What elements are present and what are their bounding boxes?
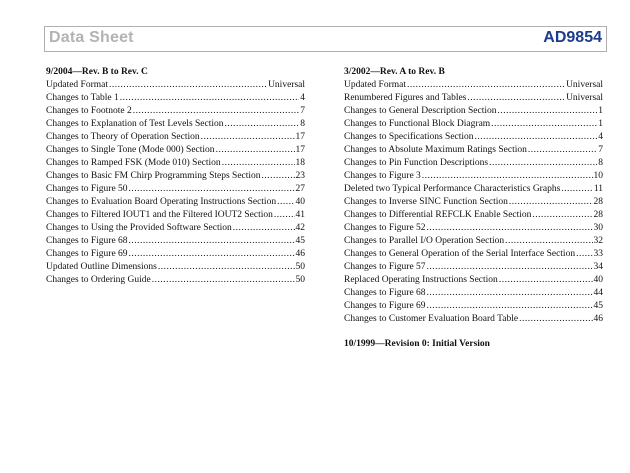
revision-entry <box>344 287 603 300</box>
entry-page: 44 <box>593 288 603 298</box>
entry-label: Changes to Inverse SINC Function Section <box>344 197 508 207</box>
entry-label: Changes to Figure 69 <box>344 301 426 311</box>
dot-leader <box>489 157 597 170</box>
dot-leader <box>561 183 593 196</box>
entry-label: Changes to General Operation of the Serial Interface Section <box>344 249 576 259</box>
entry-page: 18 <box>295 158 305 168</box>
entry-page: 10 <box>593 171 603 181</box>
page-header <box>44 26 607 52</box>
dot-leader <box>427 261 593 274</box>
revision-entry <box>46 261 305 274</box>
entry-page: 8 <box>300 119 305 129</box>
dot-leader <box>201 131 295 144</box>
entry-label: Changes to Figure 52 <box>344 223 426 233</box>
entry-label: Updated Outline Dimensions <box>46 262 157 272</box>
revision-entry <box>46 222 305 235</box>
entry-label: Changes to Specifications Section <box>344 132 474 142</box>
entry-label: Changes to Theory of Operation Section <box>46 132 200 142</box>
entry-label: Changes to Basic FM Chirp Programming Steps Section <box>46 171 261 181</box>
header-section-label: Data Sheet <box>49 29 134 46</box>
revision-entry <box>344 235 603 248</box>
entry-page: 11 <box>593 184 603 194</box>
revision-entry <box>344 144 603 157</box>
dot-leader <box>225 118 300 131</box>
entry-label: Changes to Functional Block Diagram <box>344 119 491 129</box>
dot-leader <box>427 300 593 313</box>
entry-page: 8 <box>598 158 603 168</box>
entry-label: Replaced Operating Instructions Section <box>344 275 498 285</box>
entry-label: Changes to Evaluation Board Operating Instructions Section <box>46 197 277 207</box>
entry-label: Changes to Absolute Maximum Ratings Section <box>344 145 527 155</box>
entry-page: Universal <box>566 93 603 103</box>
entry-label: Changes to Explanation of Test Levels Section <box>46 119 224 129</box>
entry-label: Changes to Figure 68 <box>46 236 128 246</box>
revision-entry <box>344 209 603 222</box>
entry-label: Changes to Ramped FSK (Mode 010) Section <box>46 158 221 168</box>
revision-entry <box>46 79 305 92</box>
entry-label: Changes to Using the Provided Software Section <box>46 223 232 233</box>
dot-leader <box>216 144 295 157</box>
revision-list <box>344 79 603 326</box>
revision-entry <box>46 209 305 222</box>
revision-entry <box>344 300 603 313</box>
entry-page: 23 <box>295 171 305 181</box>
entry-label: Changes to Customer Evaluation Board Table <box>344 314 519 324</box>
entry-page: 4 <box>300 93 305 103</box>
dot-leader <box>277 196 294 209</box>
dot-leader <box>158 261 295 274</box>
dot-leader <box>129 248 295 261</box>
revision-entry <box>46 118 305 131</box>
dot-leader <box>407 79 565 92</box>
dot-leader <box>498 105 598 118</box>
entry-page: 34 <box>593 262 603 272</box>
revision-entry <box>344 118 603 131</box>
dot-leader <box>491 118 597 131</box>
revision-entry <box>344 261 603 274</box>
entry-page: 30 <box>593 223 603 233</box>
entry-page: 45 <box>295 236 305 246</box>
dot-leader <box>133 105 299 118</box>
revision-entry <box>344 105 603 118</box>
entry-page: 1 <box>598 106 603 116</box>
dot-leader <box>120 92 299 105</box>
entry-page: 45 <box>593 301 603 311</box>
dot-leader <box>129 183 295 196</box>
dot-leader <box>532 209 592 222</box>
entry-page: Universal <box>268 80 305 90</box>
revision-entry <box>46 170 305 183</box>
entry-label: Changes to General Description Section <box>344 106 497 116</box>
entry-page: 50 <box>295 275 305 285</box>
dot-leader <box>222 157 295 170</box>
entry-page: 40 <box>593 275 603 285</box>
revision-entry <box>344 157 603 170</box>
entry-page: 17 <box>295 132 305 142</box>
entry-label: Changes to Figure 68 <box>344 288 426 298</box>
entry-page: 46 <box>593 314 603 324</box>
revision-entry <box>344 313 603 326</box>
entry-label: Changes to Table 1 <box>46 93 119 103</box>
revision-entry <box>344 79 603 92</box>
entry-page: 28 <box>593 197 603 207</box>
dot-leader <box>467 92 565 105</box>
entry-label: Updated Format <box>46 80 109 90</box>
entry-page: 1 <box>598 119 603 129</box>
header-part-number: AD9854 <box>543 29 602 46</box>
initial-version-note: 10/1999—Revision 0: Initial Version <box>344 339 490 349</box>
entry-page: Universal <box>566 80 603 90</box>
dot-leader <box>576 248 592 261</box>
entry-label: Deleted two Typical Performance Characteristics Graphs <box>344 184 561 194</box>
revision-entry <box>46 105 305 118</box>
dot-leader <box>499 274 593 287</box>
dot-leader <box>427 287 593 300</box>
entry-page: 27 <box>295 184 305 194</box>
entry-label: Changes to Figure 50 <box>46 184 128 194</box>
entry-page: 40 <box>295 197 305 207</box>
entry-label: Changes to Single Tone (Mode 000) Section <box>46 145 215 155</box>
revision-entry <box>344 131 603 144</box>
dot-leader <box>129 235 295 248</box>
dot-leader <box>528 144 597 157</box>
entry-page: 28 <box>593 210 603 220</box>
revision-entry <box>344 196 603 209</box>
revision-entry <box>344 183 603 196</box>
dot-leader <box>109 79 267 92</box>
revision-heading: 9/2004—Rev. B to Rev. C <box>46 67 148 77</box>
entry-label: Renumbered Figures and Tables <box>344 93 467 103</box>
revision-entry <box>46 274 305 287</box>
entry-page: 33 <box>593 249 603 259</box>
dot-leader <box>509 196 593 209</box>
revision-entry <box>46 183 305 196</box>
revision-entry <box>46 235 305 248</box>
revision-entry <box>344 248 603 261</box>
entry-label: Updated Format <box>344 80 407 90</box>
entry-page: 32 <box>593 236 603 246</box>
entry-page: 17 <box>295 145 305 155</box>
entry-page: 46 <box>295 249 305 259</box>
revision-entry <box>46 157 305 170</box>
entry-page: 7 <box>300 106 305 116</box>
dot-leader <box>233 222 295 235</box>
revision-column-right <box>344 66 603 351</box>
dot-leader <box>505 235 592 248</box>
revision-entry <box>46 131 305 144</box>
entry-label: Changes to Filtered IOUT1 and the Filtered IOUT2 Section <box>46 210 273 220</box>
dot-leader <box>422 170 593 183</box>
dot-leader <box>152 274 295 287</box>
dot-leader <box>519 313 592 326</box>
entry-label: Changes to Ordering Guide <box>46 275 151 285</box>
entry-label: Changes to Footnote 2 <box>46 106 132 116</box>
entry-label: Changes to Figure 57 <box>344 262 426 272</box>
revision-entry <box>46 144 305 157</box>
entry-page: 7 <box>598 145 603 155</box>
revision-entry <box>46 92 305 105</box>
revision-list <box>46 79 305 287</box>
dot-leader <box>427 222 593 235</box>
entry-page: 41 <box>295 210 305 220</box>
dot-leader <box>274 209 295 222</box>
revision-heading: 3/2002—Rev. A to Rev. B <box>344 67 445 77</box>
entry-page: 50 <box>295 262 305 272</box>
dot-leader <box>475 131 598 144</box>
revision-entry <box>46 196 305 209</box>
entry-label: Changes to Pin Function Descriptions <box>344 158 489 168</box>
entry-label: Changes to Parallel I/O Operation Section <box>344 236 505 246</box>
revision-entry <box>344 222 603 235</box>
dot-leader <box>262 170 295 183</box>
revision-column-left <box>46 66 305 287</box>
revision-entry <box>46 248 305 261</box>
revision-entry <box>344 274 603 287</box>
entry-page: 4 <box>598 132 603 142</box>
revision-entry <box>344 92 603 105</box>
entry-label: Changes to Differential REFCLK Enable Section <box>344 210 532 220</box>
entry-label: Changes to Figure 3 <box>344 171 421 181</box>
entry-label: Changes to Figure 69 <box>46 249 128 259</box>
revision-entry <box>344 170 603 183</box>
entry-page: 42 <box>295 223 305 233</box>
